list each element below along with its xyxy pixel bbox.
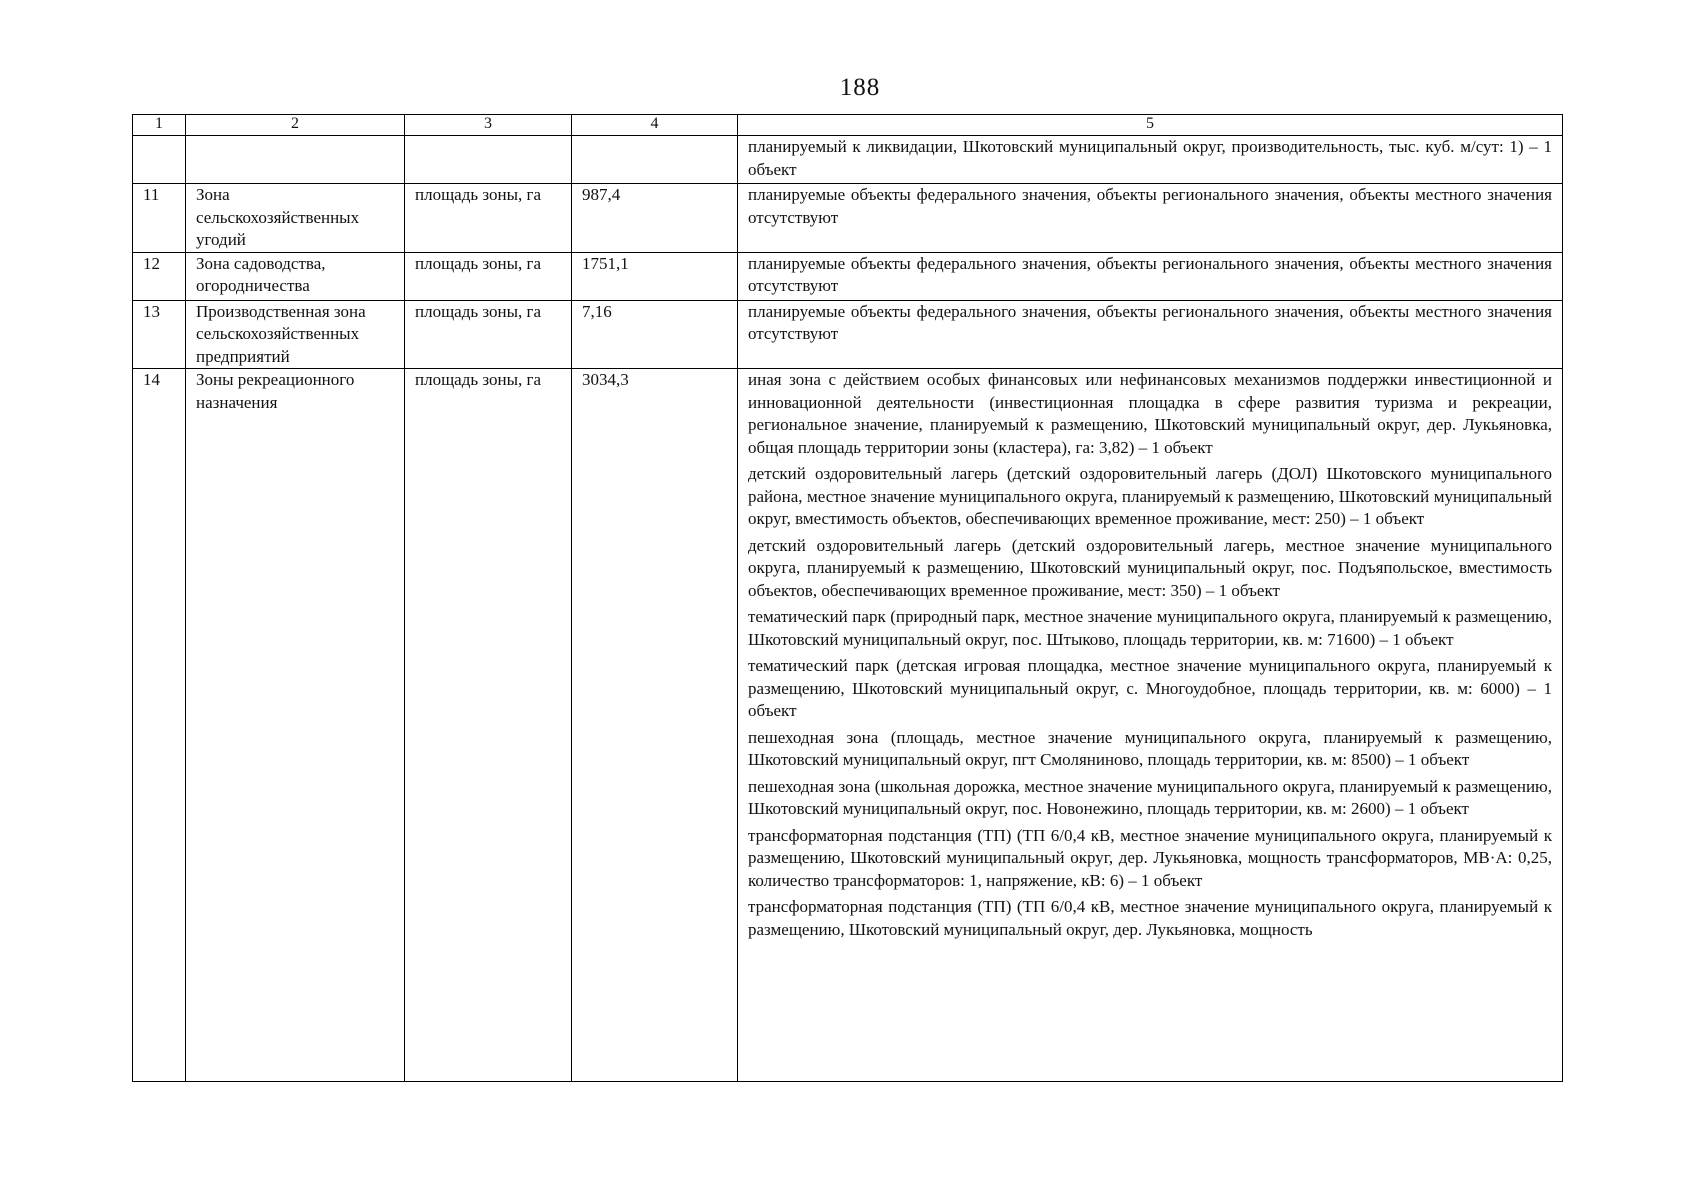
zone-name	[186, 136, 405, 184]
indicator	[405, 136, 572, 184]
zone-name: Зона садоводства, огородничества	[186, 252, 405, 300]
indicator-value: 7,16	[572, 300, 738, 369]
planned-objects	[738, 252, 1563, 300]
object-entry: планируемые объекты федерального значения, объекты регионального значения, объекты местного значения отсутствуют	[748, 185, 1552, 227]
indicator-value: 987,4	[572, 184, 738, 253]
row-number: 13	[133, 300, 186, 369]
zone-name: Зона сельскохозяйственных угодий	[186, 184, 405, 253]
row-number: 14	[133, 369, 186, 1082]
object-entry: тематический парк (детская игровая площадка, местное значение муниципального округа, планируемый к размещению, Шкотовский муниципальный округ, с. Многоудобное, площадь территории, кв. м: 6000) – 1 объект	[748, 656, 1552, 720]
planned-objects	[738, 369, 1563, 1082]
planned-objects	[738, 300, 1563, 369]
indicator-value: 3034,3	[572, 369, 738, 1082]
planned-objects	[738, 136, 1563, 184]
object-entry: планируемые объекты федерального значения, объекты регионального значения, объекты местного значения отсутствуют	[748, 301, 1552, 343]
indicator: площадь зоны, га	[405, 369, 572, 1082]
zone-name: Производственная зона сельскохозяйственных предприятий	[186, 300, 405, 369]
planned-objects	[738, 184, 1563, 253]
header-cell: 5	[738, 115, 1563, 136]
indicator-value: 1751,1	[572, 252, 738, 300]
object-entry: тематический парк (природный парк, местное значение муниципального округа, планируемый к размещению, Шкотовский муниципальный округ, пос. Штыково, площадь территории, кв. м: 71600) – 1 объект	[748, 607, 1552, 649]
object-entry: детский оздоровительный лагерь (детский оздоровительный лагерь (ДОЛ) Шкотовского муниципального района, местное значение муниципального округа, планируемый к размещению, Шкотовский муниципальный округ, вместимость объектов, обеспечивающих временное проживание, мест: 250) – 1 объект	[748, 464, 1552, 528]
indicator-value	[572, 136, 738, 184]
row-number: 12	[133, 252, 186, 300]
object-entry: пешеходная зона (школьная дорожка, местное значение муниципального округа, планируемый к размещению, Шкотовский муниципальный округ, пос. Новонежино, площадь территории, кв. м: 2600) – 1 объект	[748, 776, 1552, 818]
table-header-row	[133, 115, 1563, 136]
indicator: площадь зоны, га	[405, 300, 572, 369]
object-entry: планируемый к ликвидации, Шкотовский муниципальный округ, производительность, тыс. куб. м/сут: 1) – 1 объект	[748, 137, 1552, 179]
objects-list	[748, 369, 1552, 1081]
table-row	[133, 136, 1563, 184]
table-row	[133, 300, 1563, 369]
header-cell: 4	[572, 115, 738, 136]
table-row	[133, 252, 1563, 300]
zones-table	[132, 114, 1563, 1082]
page-number: 188	[839, 74, 881, 101]
row-number	[133, 136, 186, 184]
table-row	[133, 369, 1563, 1082]
header-cell: 2	[186, 115, 405, 136]
header-cell: 3	[405, 115, 572, 136]
zone-name: Зоны рекреационного назначения	[186, 369, 405, 1082]
object-entry: иная зона с действием особых финансовых или нефинансовых механизмов поддержки инвестиционной и инновационной деятельности (инвестиционная площадка в сфере развития туризма и рекреации, региональное значение, планируемый к размещению, Шкотовский муниципальный округ, дер. Лукьяновка, общая площадь территории зоны (кластера), га: 3,82) – 1 объект	[748, 370, 1552, 457]
object-entry: пешеходная зона (площадь, местное значение муниципального округа, планируемый к размещению, Шкотовский муниципальный округ, пгт Смоляниново, площадь территории, кв. м: 8500) – 1 объект	[748, 727, 1552, 769]
indicator: площадь зоны, га	[405, 184, 572, 253]
header-cell: 1	[133, 115, 186, 136]
table-row	[133, 184, 1563, 253]
object-entry: трансформаторная подстанция (ТП) (ТП 6/0,4 кВ, местное значение муниципального округа, планируемый к размещению, Шкотовский муниципальный округ, дер. Лукьяновка, мощность трансформаторов, МВ·А: 0,25, количество трансформаторов: 1, напряжение, кВ: 6) – 1 объект	[748, 825, 1552, 890]
row-number: 11	[133, 184, 186, 253]
object-entry: трансформаторная подстанция (ТП) (ТП 6/0,4 кВ, местное значение муниципального округа, планируемый к размещению, Шкотовский муниципальный округ, дер. Лукьяновка, мощность	[748, 897, 1552, 939]
indicator: площадь зоны, га	[405, 252, 572, 300]
object-entry: детский оздоровительный лагерь (детский оздоровительный лагерь, местное значение муниципального округа, планируемый к размещению, Шкотовский муниципальный округ, пос. Подъяпольское, вместимость объектов, обеспечивающих временное проживание, мест: 350) – 1 объект	[748, 535, 1552, 600]
object-entry: планируемые объекты федерального значения, объекты регионального значения, объекты местного значения отсутствуют	[748, 253, 1552, 295]
